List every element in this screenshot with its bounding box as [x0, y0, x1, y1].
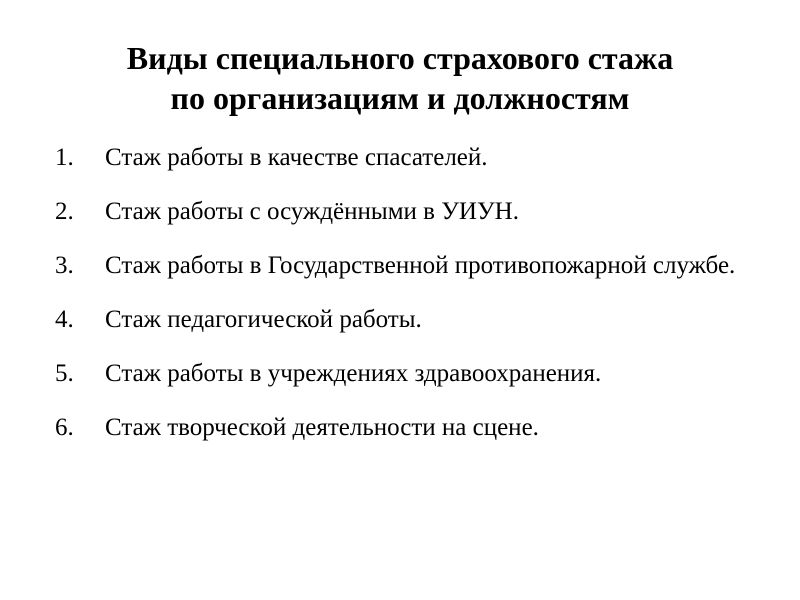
- list-item-number: 1.: [55, 144, 74, 171]
- list-item-text: Стаж педагогической работы.: [105, 306, 422, 333]
- list-item-text: Стаж работы в Государственной противопожарной службе.: [105, 252, 736, 279]
- list-item-number: 5.: [55, 360, 74, 387]
- list-item-number: 6.: [55, 414, 74, 441]
- list-item: [55, 305, 775, 335]
- list-item: [55, 251, 775, 281]
- list-item: [55, 413, 775, 443]
- list-item-text: Стаж работы с осуждёнными в УИУН.: [105, 198, 519, 225]
- slide-title-line-2: по организациям и должностям: [170, 80, 630, 116]
- list-item-number: 2.: [55, 198, 74, 225]
- list-item: [55, 143, 775, 173]
- list-item-text: Стаж работы в учреждениях здравоохранения.: [105, 360, 602, 387]
- list-item: [55, 197, 775, 227]
- slide-title: [20, 38, 780, 118]
- slide-title-line-1: Виды специального страхового стажа: [126, 40, 674, 76]
- list-item-number: 3.: [55, 252, 74, 279]
- list-item-number: 4.: [55, 306, 74, 333]
- list-item-text: Стаж работы в качестве спасателей.: [105, 144, 488, 171]
- numbered-list: [55, 143, 775, 467]
- list-item: [55, 359, 775, 389]
- list-item-text: Стаж творческой деятельности на сцене.: [105, 414, 539, 441]
